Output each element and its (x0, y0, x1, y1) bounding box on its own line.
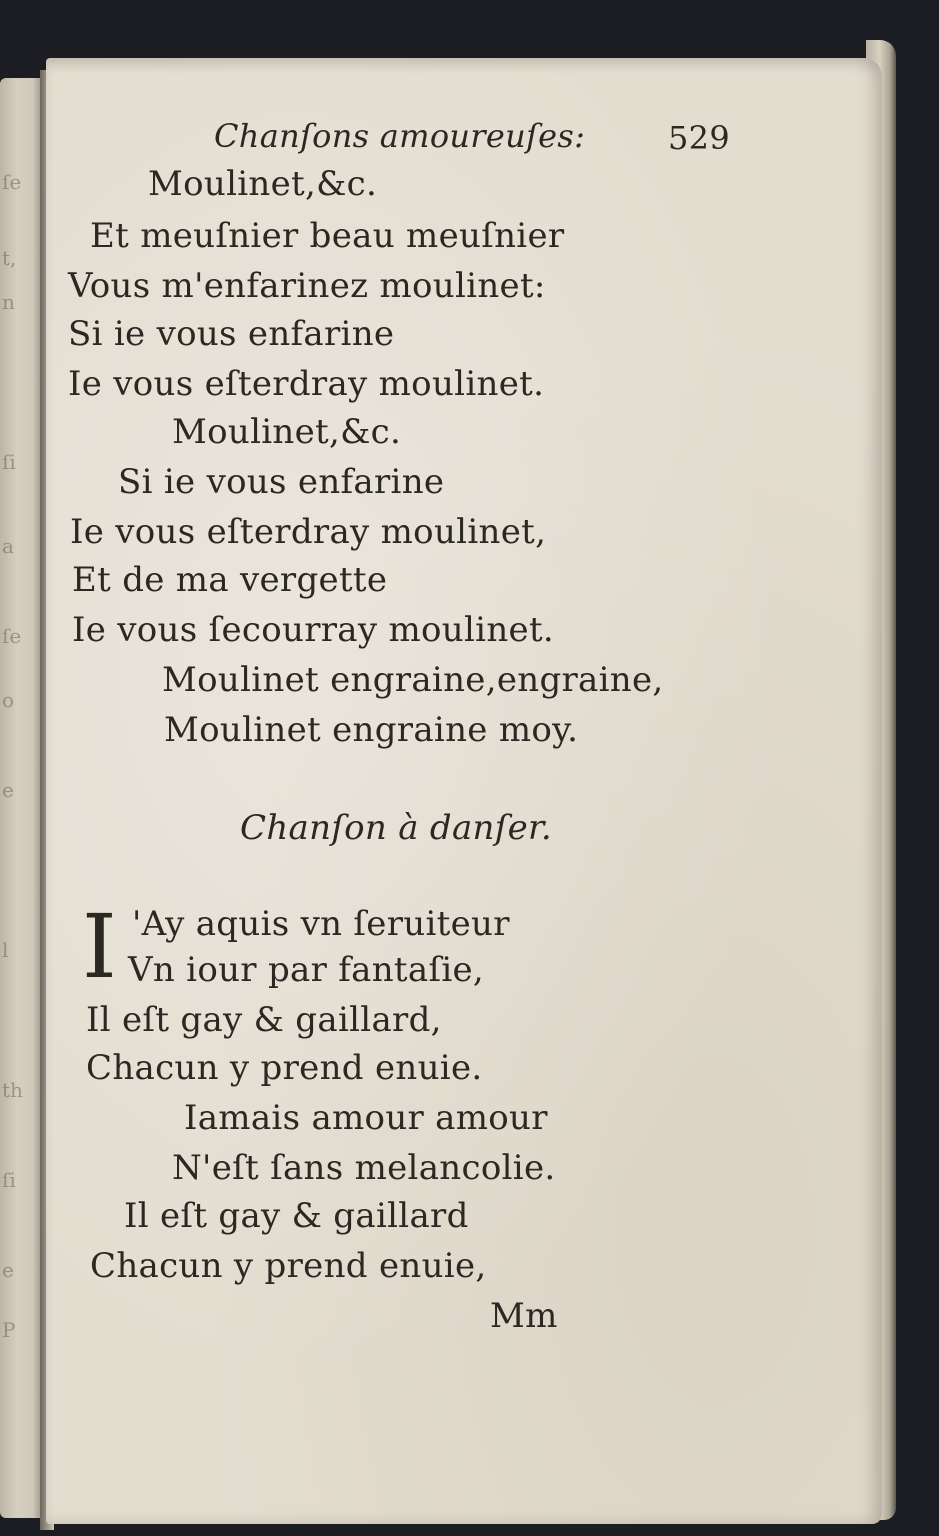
verse-line: Si ie vous enfarine (118, 462, 445, 502)
verse-line: Et de ma vergette (72, 560, 388, 600)
verse-line: Moulinet engraine moy. (164, 710, 579, 750)
verse-line: Moulinet engraine,engraine, (162, 660, 664, 700)
verse-line: Vn iour par fantaſie, (128, 950, 485, 990)
verse-line: Il eſt gay & gaillard, (86, 1000, 442, 1040)
verse-line: N'eſt ſans melancolie. (172, 1148, 556, 1188)
verse-line: Si ie vous enfarine (68, 314, 395, 354)
verse-line: Chacun y prend enuie. (86, 1048, 483, 1088)
verse-line: Moulinet,&c. (148, 164, 378, 204)
verse-line: Et meuſnier beau meuſnier (90, 216, 565, 256)
verse-line: Vous m'enfarinez moulinet: (68, 266, 546, 306)
song-title: Chanſon à danſer. (240, 808, 552, 848)
verse-line: Ie vous eſterdray moulinet, (70, 512, 547, 552)
verse-line: Chacun y prend enuie, (90, 1246, 487, 1286)
verse-line: Iamais amour amour (184, 1098, 548, 1138)
running-head: Chanſons amoureuſes: (214, 117, 586, 155)
previous-page-edge: ſe t, n ſi a ſe o e l th ſi e P (0, 78, 44, 1518)
verse-line: Il eſt gay & gaillard (124, 1196, 469, 1236)
verse-line: Ie vous ſecourray moulinet. (72, 610, 555, 650)
page-number: 529 (668, 119, 730, 157)
verse-line: Ie vous eſterdray moulinet. (68, 364, 545, 404)
verse-line: Moulinet,&c. (172, 412, 402, 452)
drop-cap: I (82, 895, 117, 998)
verse-line: 'Ay aquis vn ſeruiteur (132, 904, 510, 944)
signature-mark: Mm (490, 1296, 558, 1336)
